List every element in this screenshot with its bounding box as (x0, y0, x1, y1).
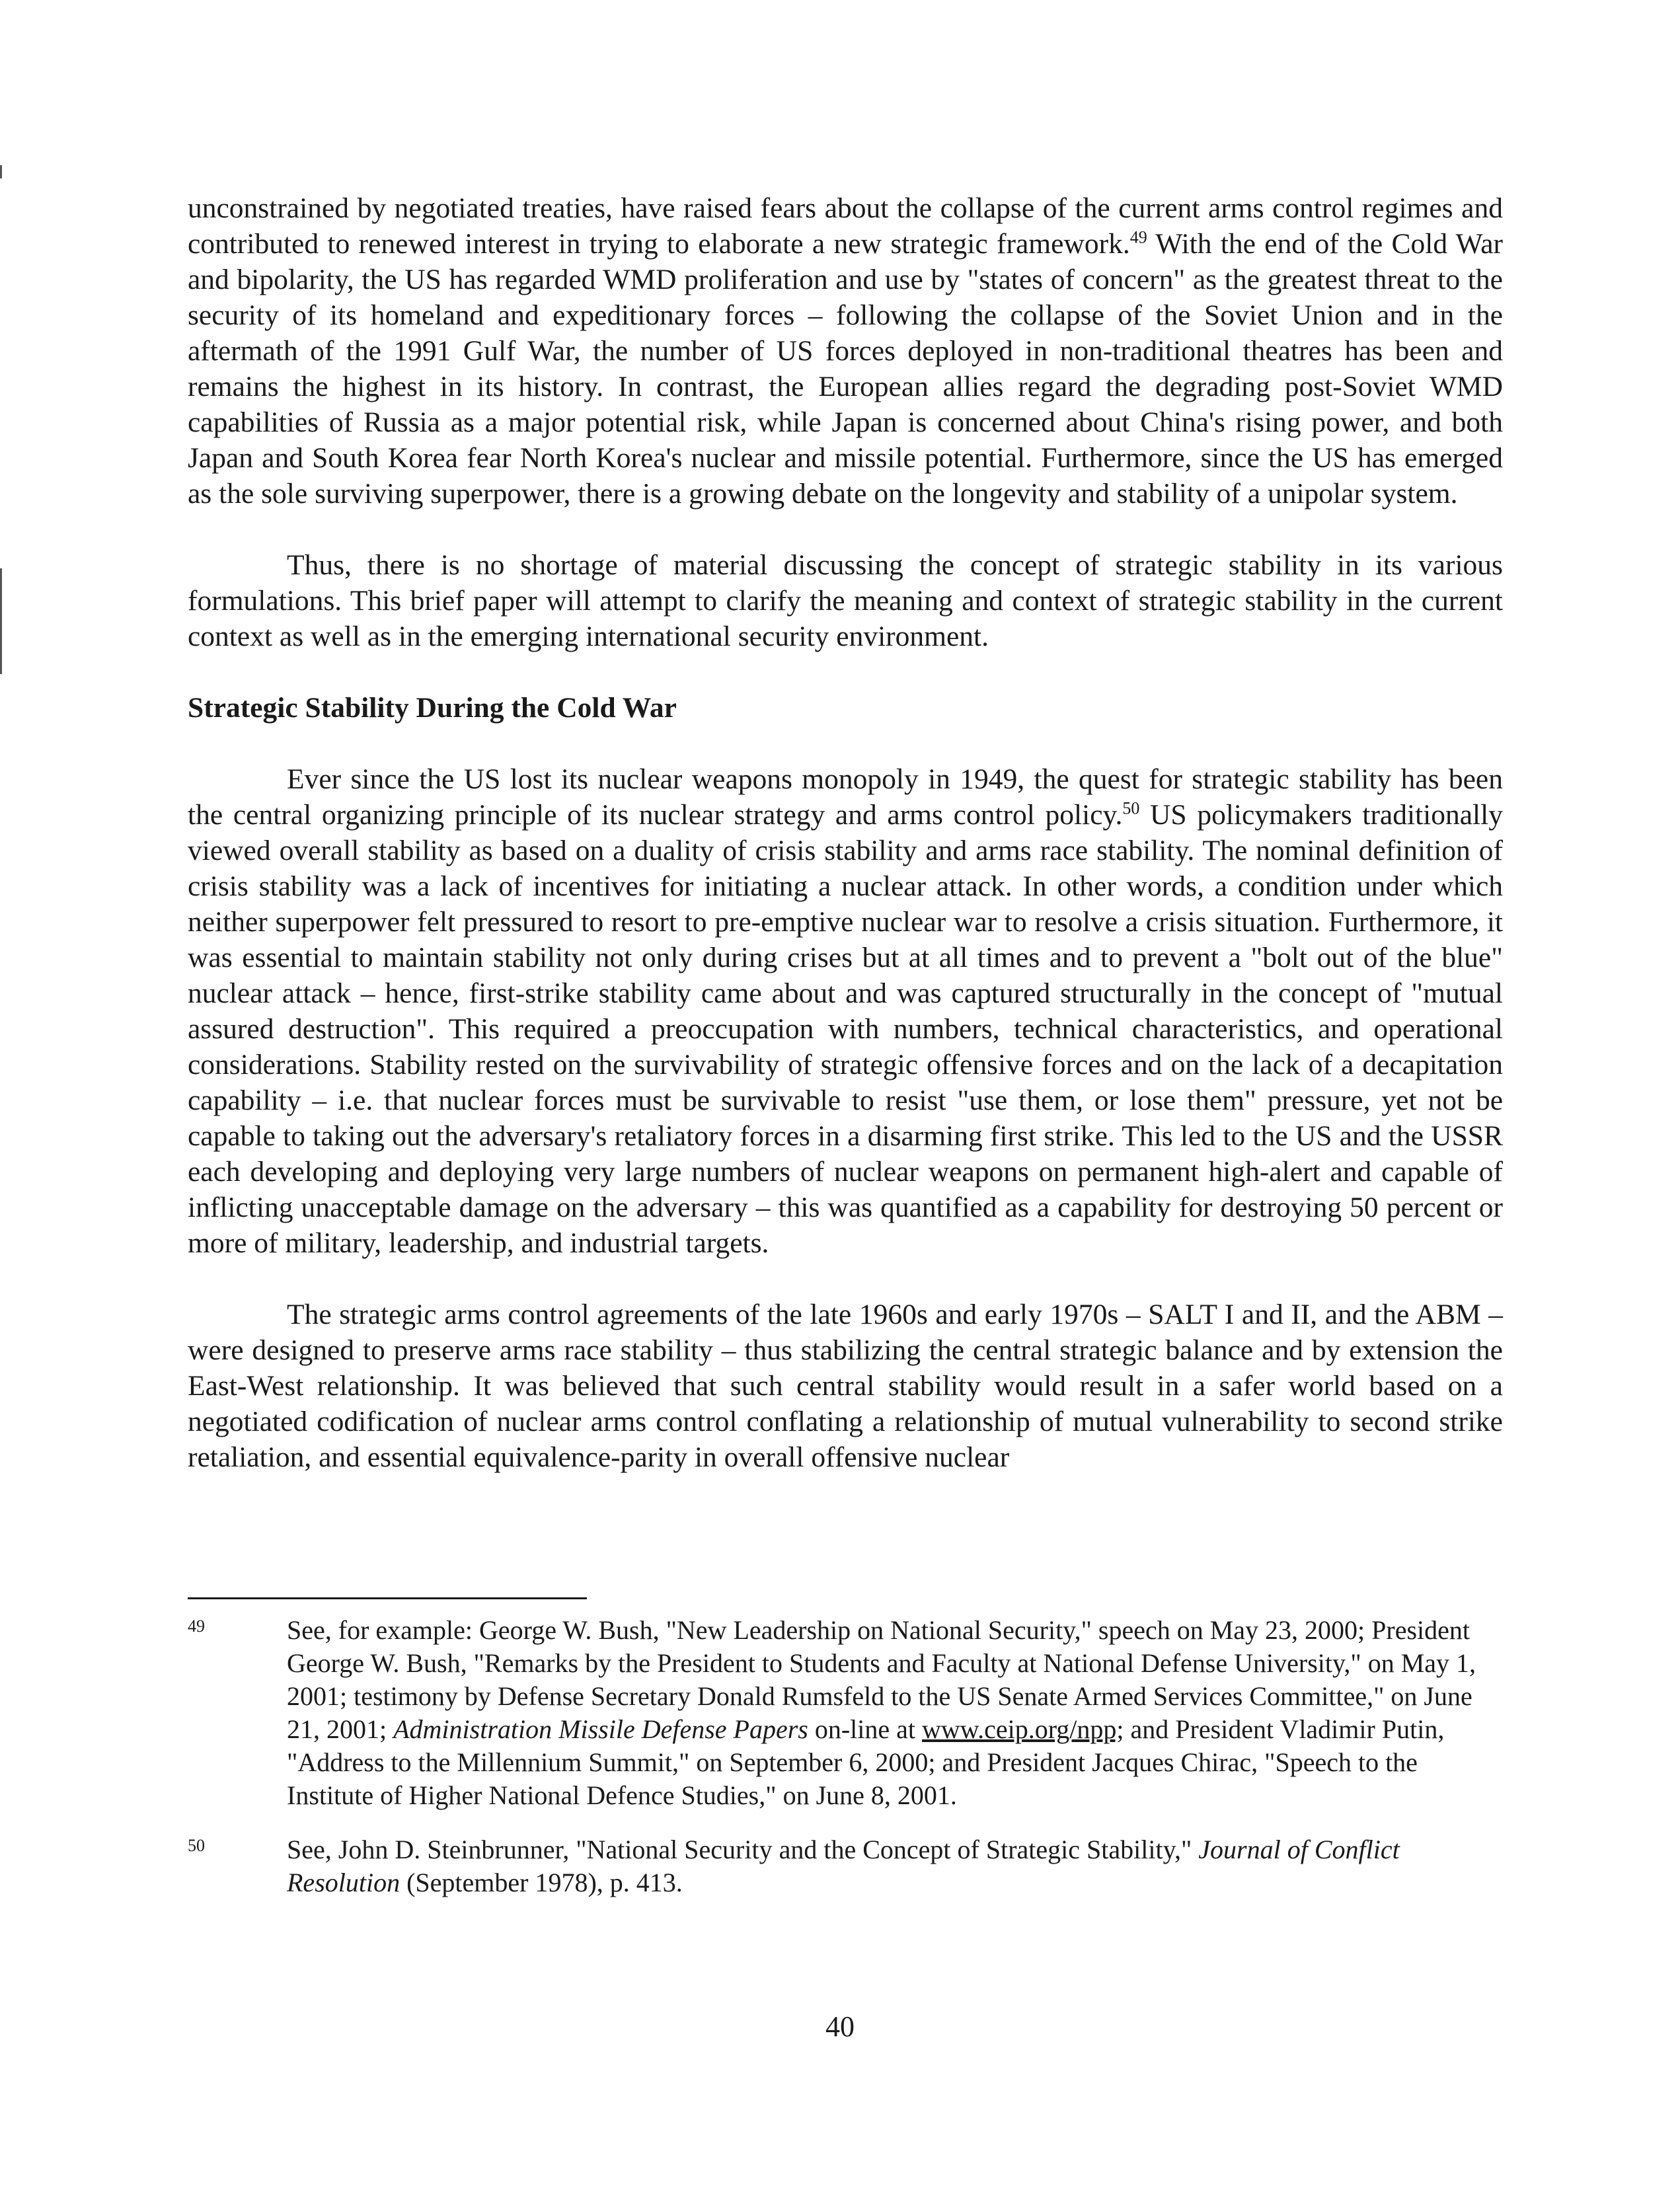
paragraph-1-text-b: With the end of the Cold War and bipolarity, the US has regarded WMD proliferation and use by "states of concern" as the greatest threat to the security of its homeland and expeditionary forces – following the collapse of the Soviet Union and in the aftermath of the 1991 Gulf War, the number of US forces deployed in non-traditional theatres has been and remains the highest in its history. In contrast, the European allies regard the degrading post-Soviet WMD capabilities of Russia as a major potential risk, while Japan is concerned about China's rising power, and both Japan and South Korea fear North Korea's nuclear and missile potential. Furthermore, since the US has emerged as the sole surviving superpower, there is a growing debate on the longevity and stability of a unipolar system. (188, 228, 1503, 510)
footnote-number: 50 (188, 1836, 205, 1855)
footnote-text-a: See, John D. Steinbrunner, "National Security and the Concept of Strategic Stability," (287, 1835, 1199, 1864)
section-heading: Strategic Stability During the Cold War (188, 692, 677, 724)
paragraph-2: Thus, there is no shortage of material discussing the concept of strategic stability in its various formulations. This brief paper will attempt to clarify the meaning and context of strategic stability in the current context as well as in the emerging international security environment. (188, 549, 1503, 652)
scan-margin-mark (0, 568, 2, 674)
footnote-ref-50[interactable]: 50 (1122, 798, 1140, 818)
footnote-text-a: See, for example: George W. Bush, "New Leadership on National Security," speech on May 23, 2000; President George W. Bush, "Remarks by the President to Students and Faculty at National Defense University," on May 1, 2001; testimony by Defense Secretary Donald Rumsfeld to the US Senate Armed Services Committee," on June 21, 2001; (287, 1615, 1476, 1744)
footnote-link[interactable]: www.ceip.org/npp; (922, 1714, 1124, 1744)
paragraph-1-text-a: unconstrained by negotiated treaties, have raised fears about the collapse of the current arms control regimes and contributed to renewed interest in trying to elaborate a new strategic framework. (188, 192, 1503, 260)
footnote-50 (188, 1833, 1503, 1899)
page-number: 40 (825, 2010, 855, 2043)
footnote-text-b: (September 1978), p. 413. (400, 1868, 683, 1897)
footnote-ref-49[interactable]: 49 (1129, 227, 1147, 247)
footnote-text-b: on-line at (808, 1714, 923, 1744)
footnote-title-italic: Journal of Conflict Resolution (287, 1835, 1400, 1897)
footnote-text (287, 1614, 1503, 1812)
footnote-divider (188, 1597, 587, 1599)
paragraph-1 (188, 190, 1503, 512)
paragraph-3 (188, 761, 1503, 1261)
footnote-49 (188, 1614, 1503, 1812)
document-body (188, 190, 1503, 1511)
footnotes (188, 1614, 1503, 1921)
footnote-text (287, 1833, 1503, 1899)
paragraph-4: The strategic arms control agreements of the late 1960s and early 1970s – SALT I and II, and the ABM – were designed to preserve arms race stability – thus stabilizing the central strategic balance and by extension the East-West relationship. It was believed that such central stability would result in a safer world based on a negotiated codification of nuclear arms control conflating a relationship of mutual vulnerability to second strike retaliation, and essential equivalence-parity in overall offensive nuclear (188, 1299, 1503, 1473)
footnote-text-c: and President Vladimir Putin, "Address to the Millennium Summit," on September 6, 2000; and President Jacques Chirac, "Speech to the Institute of Higher National Defence Studies," on June 8, 2001. (287, 1714, 1445, 1810)
footnote-number: 49 (188, 1616, 205, 1636)
paragraph-3-text-a: Ever since the US lost its nuclear weapons monopoly in 1949, the quest for strategic stability has been the central organizing principle of its nuclear strategy and arms control policy. (188, 763, 1503, 831)
scan-margin-mark (0, 165, 2, 178)
footnote-title-italic: Administration Missile Defense Papers (393, 1714, 808, 1744)
paragraph-3-text-b: US policymakers traditionally viewed overall stability as based on a duality of crisis stability and arms race stability. The nominal definition of crisis stability was a lack of incentives for initiating a nuclear attack. In other words, a condition under which neither superpower felt pressured to resort to pre-emptive nuclear war to resolve a crisis situation. Furthermore, it was essential to maintain stability not only during crises but at all times and to prevent a "bolt out of the blue" nuclear attack – hence, first-strike stability came about and was captured structurally in the concept of "mutual assured destruction". This required a preoccupation with numbers, technical characteristics, and operational considerations. Stability rested on the survivability of strategic offensive forces and on the lack of a decapitation capability – i.e. that nuclear forces must be survivable to resist "use them, or lose them" pressure, yet not be capable to taking out the adversary's retaliatory forces in a disarming first strike. This led to the US and the USSR each developing and deploying very large numbers of nuclear weapons on permanent high-alert and capable of inflicting unacceptable damage on the adversary – this was quantified as a capability for destroying 50 percent or more of military, leadership, and industrial targets. (188, 799, 1503, 1259)
